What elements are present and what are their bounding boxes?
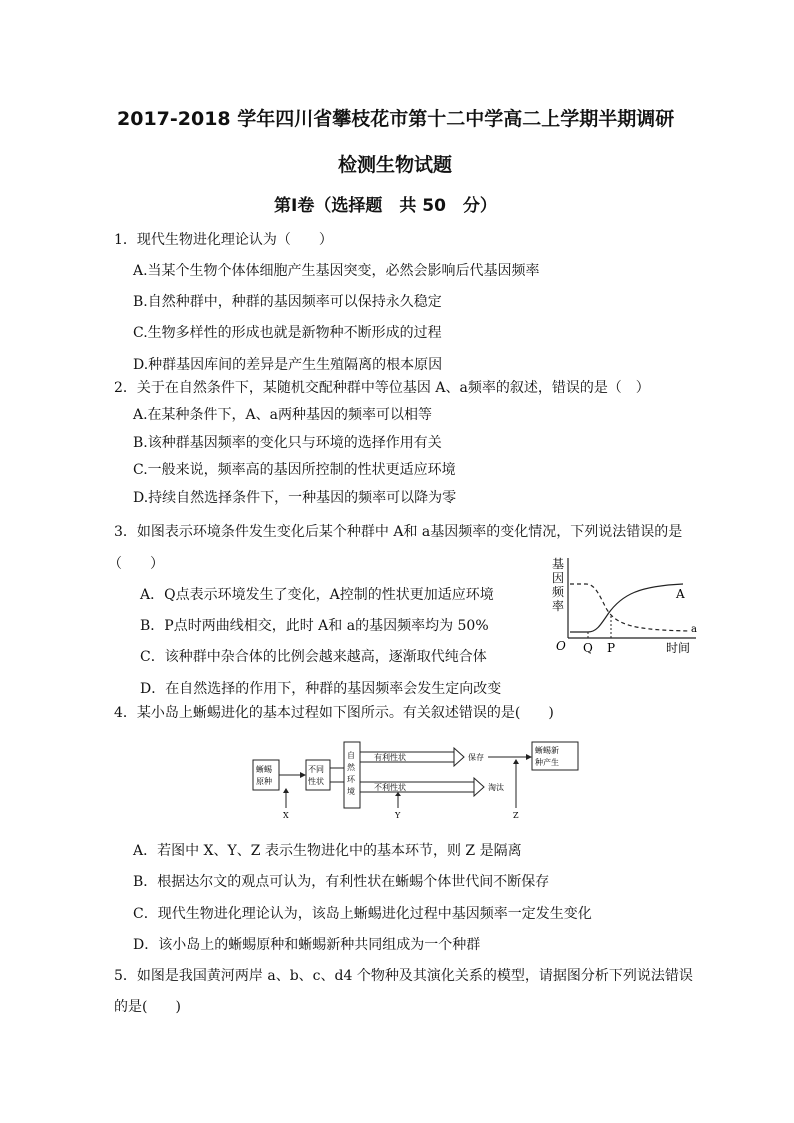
box-origin-text-1: 蜥蜴 (256, 765, 272, 774)
svg-text:环: 环 (347, 775, 355, 784)
question-4-option-d: D．该小岛上的蜥蜴原种和蜥蜴新种共同组成为一个种群 (133, 937, 481, 953)
curve-a-lower (570, 584, 690, 631)
svg-text:不同: 不同 (308, 765, 324, 774)
label-x: X (283, 811, 289, 820)
question-3-option-a: A．Q点表示环境发生了变化，A控制的性状更加适应环境 (140, 587, 494, 603)
series-label-A: A (676, 587, 685, 601)
question-3-stem-cont: （ ） (108, 556, 164, 572)
svg-text:境: 境 (347, 787, 355, 796)
question-3-option-d: D．在自然选择的作用下，种群的基因频率会发生定向改变 (140, 681, 502, 697)
tick-p: P (607, 641, 616, 655)
svg-text:然: 然 (347, 763, 355, 772)
question-1-option-c: C.生物多样性的形成也就是新物种不断形成的过程 (133, 325, 442, 341)
origin-label: O (556, 639, 566, 653)
question-2-option-a: A.在某种条件下，A、a两种基因的频率可以相等 (133, 407, 433, 423)
label-y: Y (395, 811, 401, 820)
section-heading: 第Ⅰ卷（选择题 共 50 分） (274, 196, 497, 216)
question-2-option-c: C.一般来说，频率高的基因所控制的性状更适应环境 (133, 462, 456, 478)
keep-label: 保存 (468, 753, 484, 762)
y-axis-label-2: 因 (552, 571, 565, 585)
x-axis-label: 时间 (666, 641, 691, 655)
eliminate-label: 淘汰 (488, 783, 504, 792)
svg-text:蜥蜴新: 蜥蜴新 (535, 746, 559, 755)
question-2-stem: 2．关于在自然条件下，某随机交配种群中等位基因 A、a频率的叙述，错误的是（ ） (114, 380, 650, 396)
question-3-option-c: C．该种群中杂合体的比例会越来越高，逐渐取代纯合体 (140, 649, 487, 665)
question-1-option-b: B.自然种群中，种群的基因频率可以保持永久稳定 (133, 294, 442, 310)
svg-text:种产生: 种产生 (535, 758, 559, 767)
y-axis-label-3: 频 (552, 585, 565, 599)
question-5-stem: 5．如图是我国黄河两岸 a、b、c、d4 个物种及其演化关系的模型，请据图分析下列说法错误 (114, 968, 693, 984)
bad-traits-label: 不利性状 (374, 783, 406, 792)
svg-text:自: 自 (347, 751, 355, 760)
y-axis-label-1: 基 (552, 557, 565, 571)
box-origin-text-2: 原种 (256, 777, 272, 786)
question-1-option-d: D.种群基因库间的差异是产生生殖隔离的根本原因 (133, 357, 443, 373)
question-3-stem: 3．如图表示环境条件发生变化后某个种群中 A和 a基因频率的变化情况，下列说法错误的是 (114, 524, 683, 540)
question-4-stem: 4．某小岛上蜥蜴进化的基本过程如下图所示。有关叙述错误的是( ) (114, 705, 554, 721)
series-label-a: a (691, 624, 697, 635)
gene-frequency-figure (548, 552, 708, 662)
question-4-option-c: C．现代生物进化理论认为，该岛上蜥蜴进化过程中基因频率一定发生变化 (133, 906, 592, 922)
question-1-stem: 1．现代生物进化理论认为（ ） (114, 232, 333, 248)
curve-a-upper (570, 584, 683, 632)
tick-q: Q (583, 641, 593, 655)
question-5-stem-cont: 的是( ) (114, 999, 181, 1015)
good-traits-label: 有利性状 (374, 753, 406, 762)
svg-text:性状: 性状 (308, 777, 324, 786)
page-title-line2: 检测生物试题 (338, 154, 453, 176)
question-2-option-d: D.持续自然选择条件下，一种基因的频率可以降为零 (133, 490, 457, 506)
question-3-option-b: B．P点时两曲线相交，此时 A和 a的基因频率均为 50% (140, 618, 489, 634)
question-4-option-b: B．根据达尔文的观点可认为，有利性状在蜥蜴个体世代间不断保存 (133, 874, 550, 890)
page-title-line1: 2017-2018 学年四川省攀枝花市第十二中学高二上学期半期调研 (117, 108, 675, 130)
label-z: Z (513, 811, 519, 820)
question-2-option-b: B.该种群基因频率的变化只与环境的选择作用有关 (133, 435, 442, 451)
y-axis-label-4: 率 (552, 599, 565, 613)
lizard-evolution-figure (250, 738, 582, 820)
question-1-option-a: A.当某个生物个体体细胞产生基因突变，必然会影响后代基因频率 (133, 263, 540, 279)
question-4-option-a: A．若图中 X、Y、Z 表示生物进化中的基本环节，则 Z 是隔离 (133, 843, 522, 859)
